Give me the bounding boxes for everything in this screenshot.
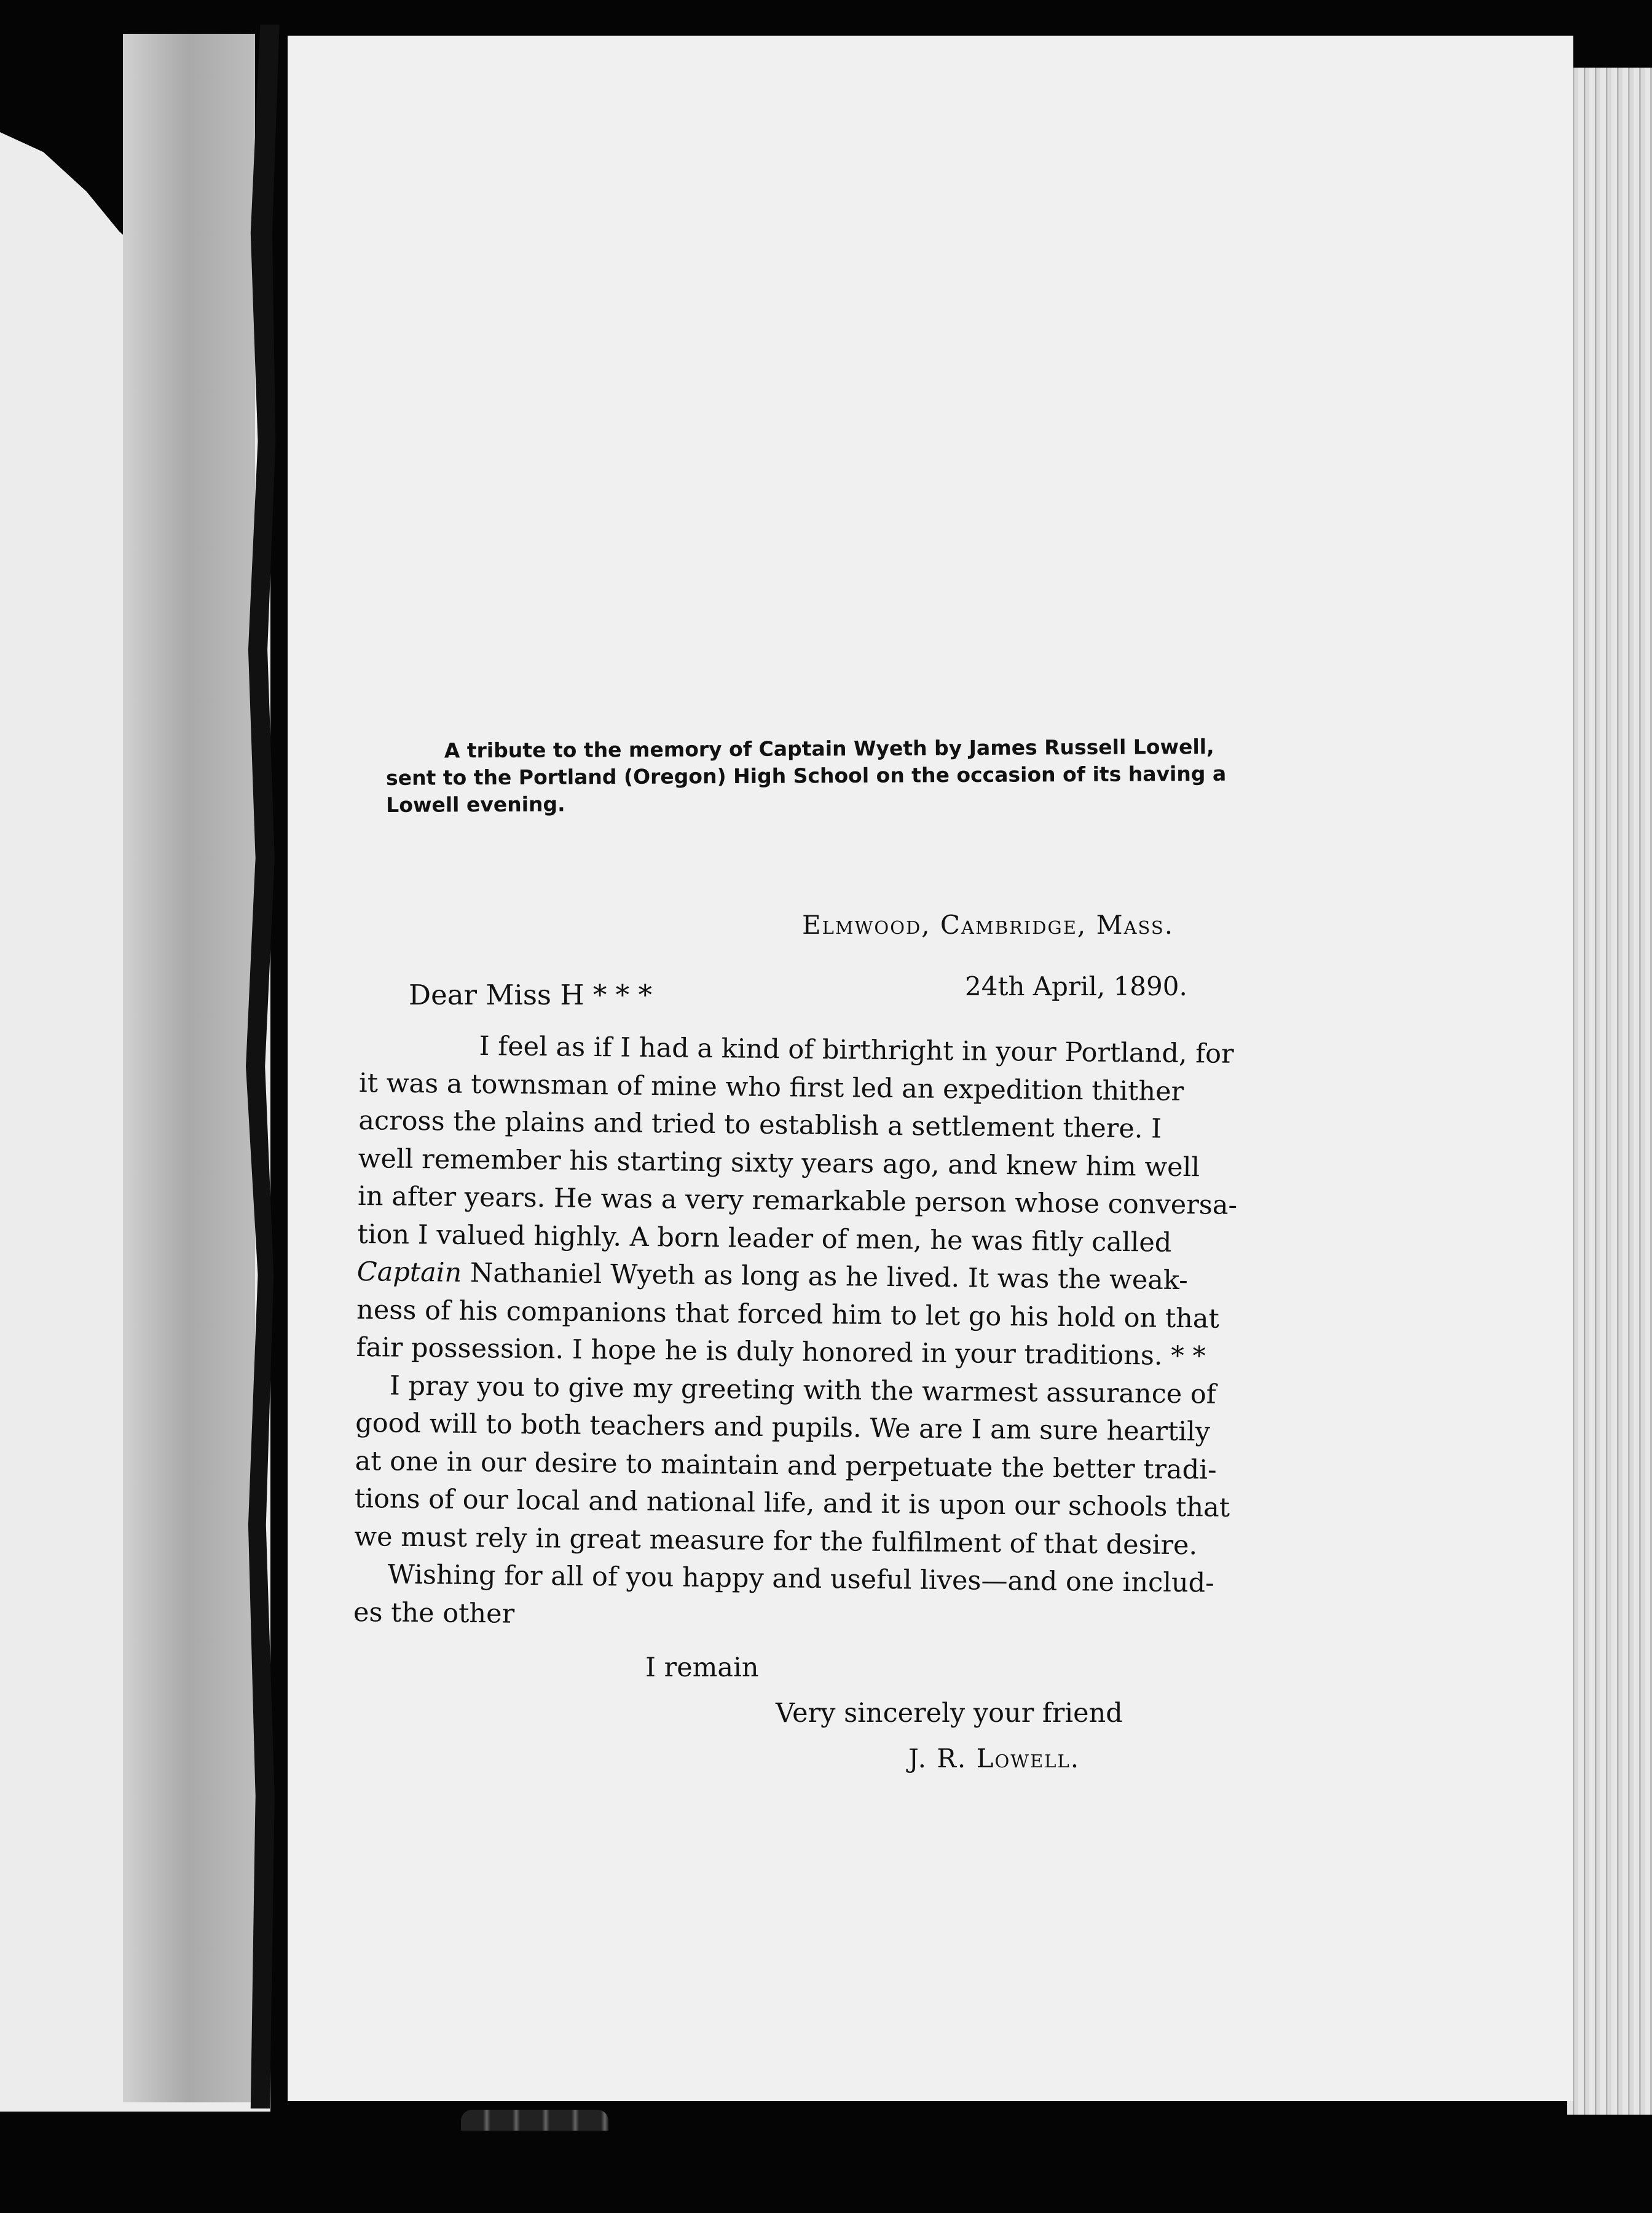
body-line: I pray you to give my greeting with the warmest assurance of <box>389 1370 1216 1410</box>
body-line: at one in our desire to maintain and perpetuate the better tradi- <box>355 1445 1217 1486</box>
body-line: across the plains and tried to establish a settlement there. I <box>358 1105 1162 1145</box>
body-line: I feel as if I had a kind of birthright in your Portland, for <box>479 1031 1234 1070</box>
body-line: we must rely in great measure for the fulfilment of that desire. <box>354 1521 1198 1561</box>
body-line: in after years. He was a very remarkable person whose conversa- <box>357 1180 1238 1221</box>
body-line: es the other <box>353 1596 515 1630</box>
italic-captain: Captain <box>356 1256 462 1288</box>
letter-date: 24th April, 1890. <box>965 971 1187 1001</box>
letter-closing: I remain <box>645 1652 759 1683</box>
body-line: it was a townsman of mine who first led an expedition thither <box>358 1067 1184 1107</box>
bottom-edge-marks <box>461 2110 608 2131</box>
letter-body <box>353 1027 1306 1641</box>
body-line: ness of his companions that forced him to let go his hold on that <box>356 1294 1220 1335</box>
body-line: tions of our local and national life, and it is upon our schools that <box>354 1483 1230 1523</box>
binding-strip <box>123 34 255 2102</box>
body-line: good will to both teachers and pupils. We are I am sure heartily <box>355 1407 1211 1448</box>
caption-line: sent to the Portland (Oregon) High School on the occasion of its having a <box>385 761 1227 790</box>
body-line: Wishing for all of you happy and useful lives—and one includ- <box>387 1559 1214 1599</box>
body-line: well remember his starting sixty years ago, and knew him well <box>358 1143 1200 1183</box>
letter-closing-friend: Very sincerely your friend <box>776 1698 1123 1729</box>
caption-line: A tribute to the memory of Captain Wyeth by James Russell Lowell, <box>444 734 1214 763</box>
tribute-caption <box>386 733 1321 819</box>
letter-salutation: Dear Miss H * * * <box>409 979 652 1011</box>
letter-signature: J. R. Lowell. <box>908 1743 1080 1773</box>
page-fore-edge <box>1567 68 1652 2115</box>
letter-place: Elmwood, Cambridge, Mass. <box>802 910 1174 940</box>
body-line: fair possession. I hope he is duly honored in your traditions. * * <box>356 1331 1206 1372</box>
body-line: tion I valued highly. A born leader of men, he was fitly called <box>357 1218 1172 1258</box>
caption-line: Lowell evening. <box>386 792 565 817</box>
body-line-text: Nathaniel Wyeth as long as he lived. It was the weak- <box>461 1257 1189 1296</box>
